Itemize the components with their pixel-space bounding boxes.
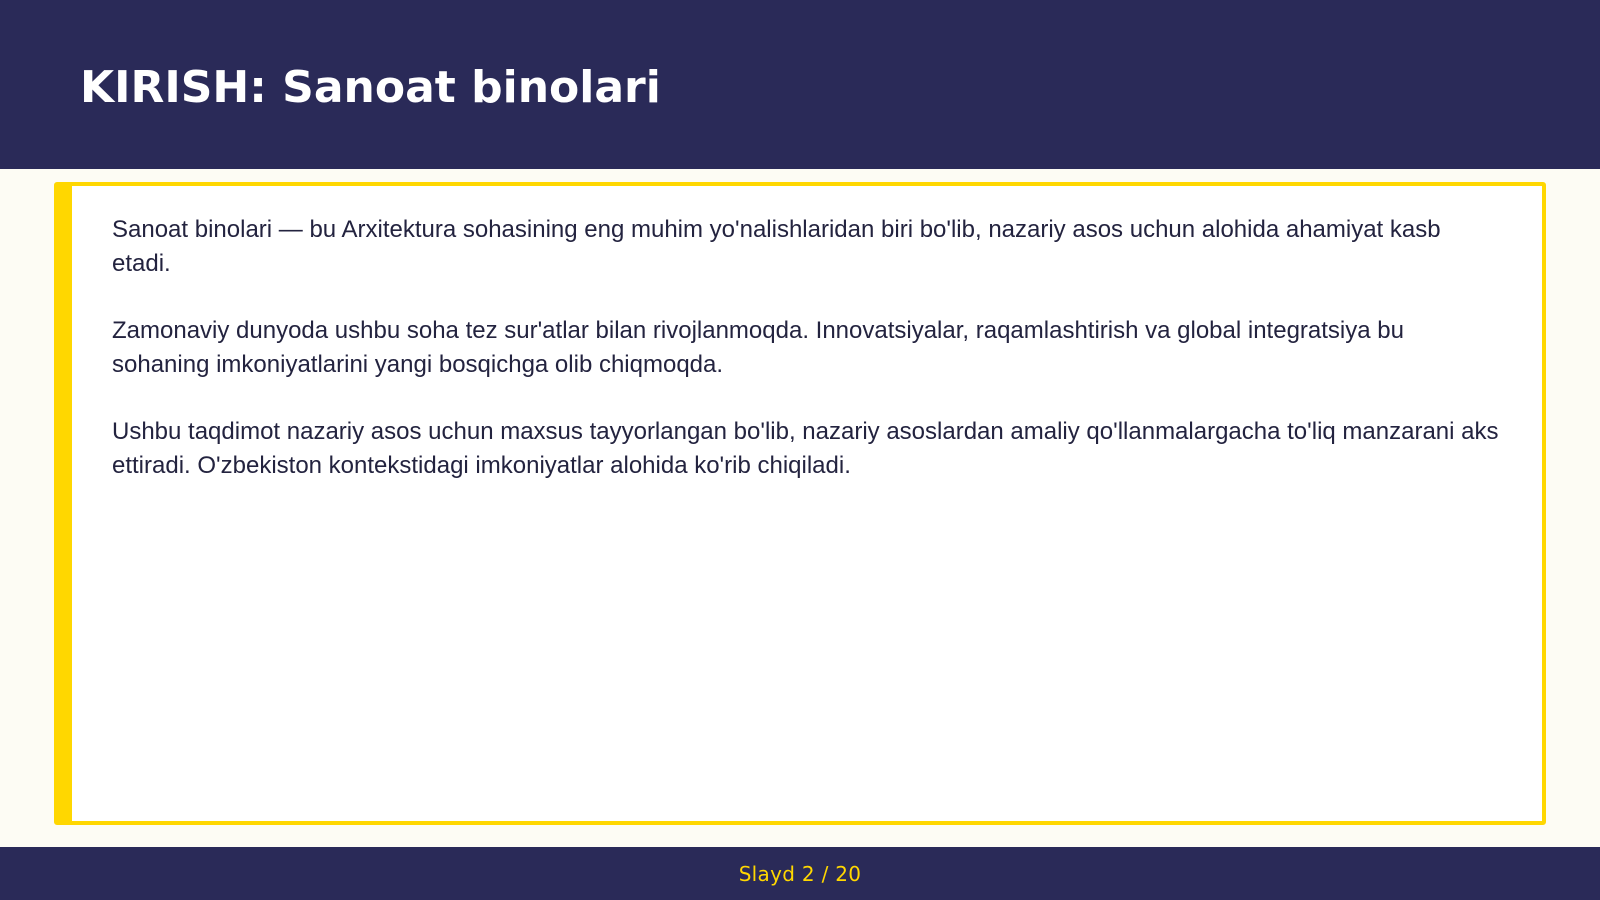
presentation-purpose-paragraph: Ushbu taqdimot nazariy asos uchun maxsus tayyorlangan bo'lib, nazariy asoslardan amaliy qo'llanmalargacha to'liq manzarani aks ettiradi. O'zbekiston kontekstidagi imkoniyatlar alohida ko'rib chiqiladi. [112, 418, 1499, 479]
slide-title: KIRISH: Sanoat binolari [80, 62, 661, 113]
intro-paragraph: Sanoat binolari — bu Arxitektura sohasining eng muhim yo'nalishlaridan biri bo'lib, nazariy asos uchun alohida ahamiyat kasb etadi. [112, 216, 1441, 277]
slide-counter: Slayd 2 / 20 [738, 861, 862, 886]
modern-world-paragraph: Zamonaviy dunyoda ushbu soha tez sur'atlar bilan rivojlanmoqda. Innovatsiyalar, raqamlashtirish va global integratsiya bu sohaning imkoniyatlarini yangi bosqichga olib chiqmoqda. [112, 317, 1404, 378]
card-text-block [112, 213, 1502, 516]
slide-header [0, 0, 1600, 169]
content-card [54, 182, 1546, 825]
slide-footer [0, 847, 1600, 900]
